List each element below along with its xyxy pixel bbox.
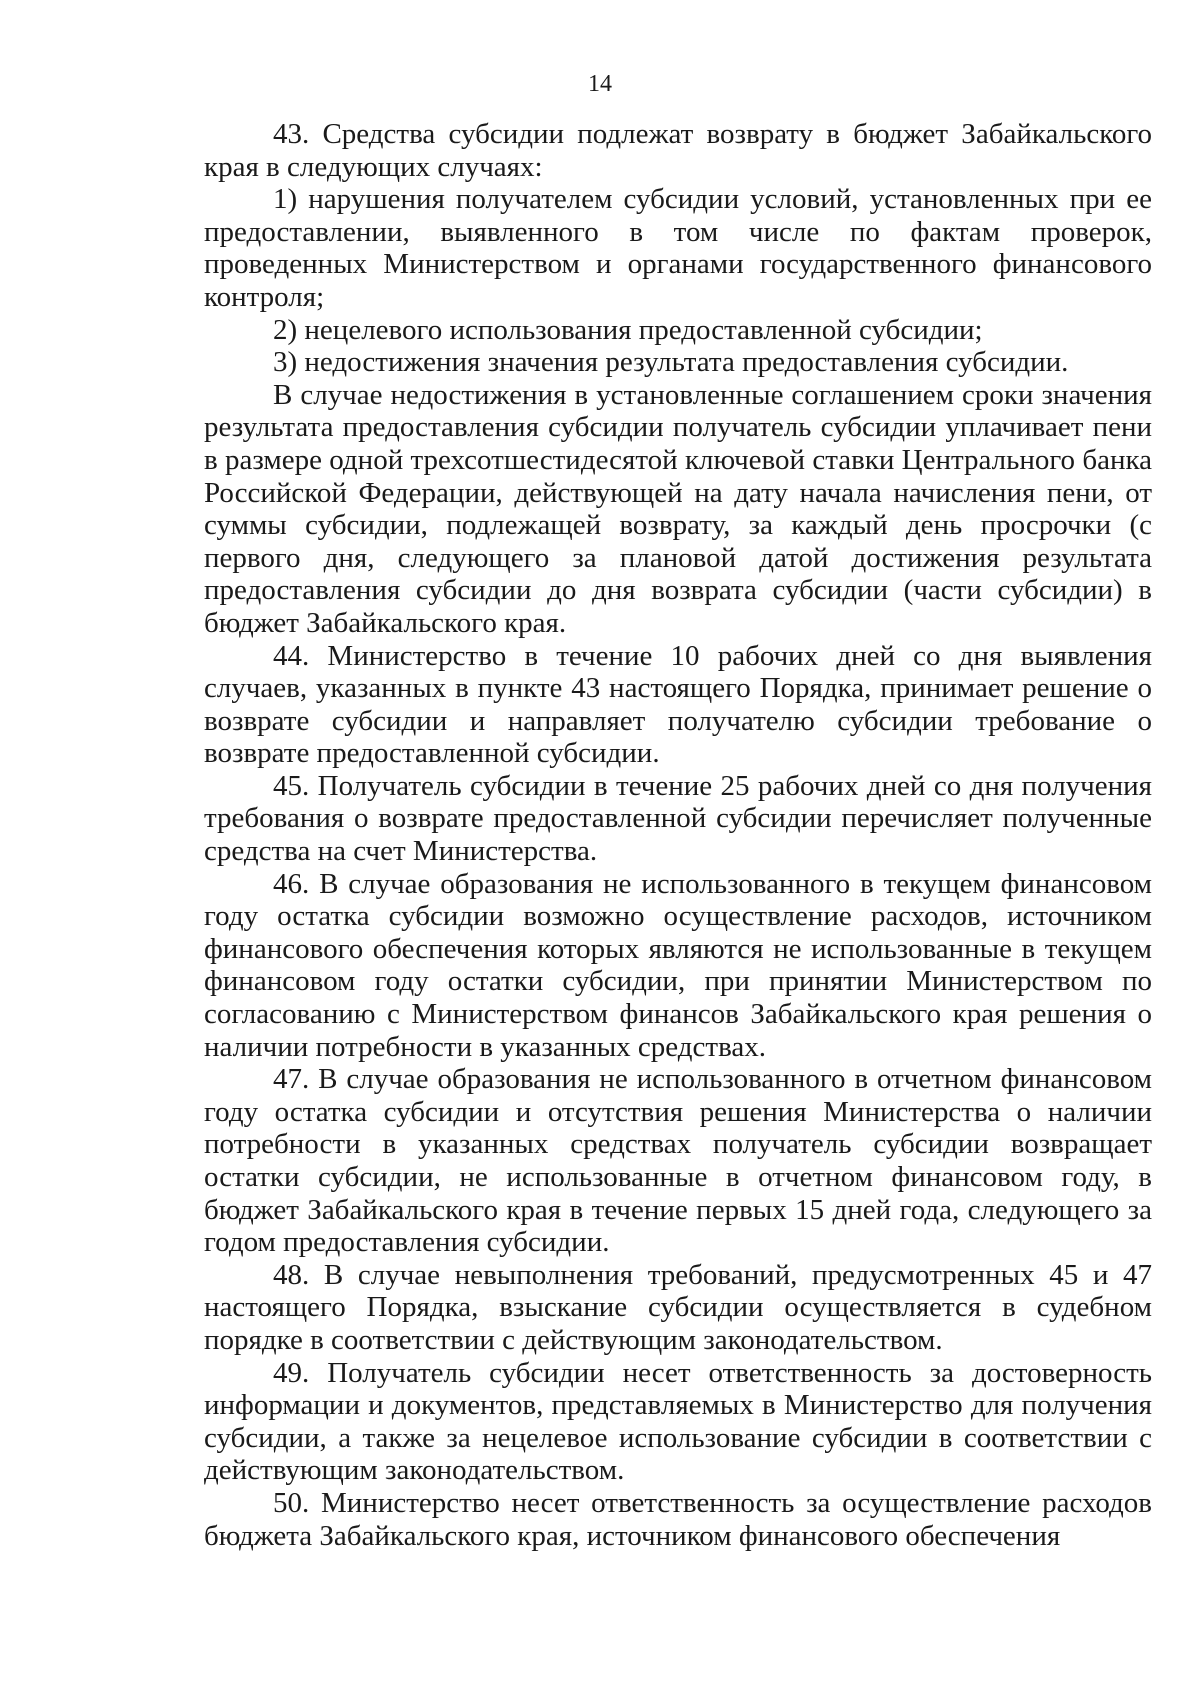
page-number: 14: [588, 71, 612, 97]
paragraph-43-item-2: 2) нецелевого использования предоставленной субсидии;: [273, 313, 983, 346]
paragraph-43-item-1: 1) нарушения получателем субсидии условий, установленных при ее предоставлении, выявленного в том числе по фактам проверок, проведенных Министерством и органами государственного финансового контроля;: [204, 183, 1152, 313]
paragraph-46: 46. В случае образования не использованного в текущем финансовом году остатка субсидии возможно осуществление расходов, источником финансового обеспечения которых являются не использованные в текущем финансовом году остатки субсидии, при принятии Министерством по согласованию с Министерством финансов Забайкальского края решения о наличии потребности в указанных средствах.: [204, 867, 1152, 1063]
paragraph-49: 49. Получатель субсидии несет ответственность за достоверность информации и документов, представляемых в Министерство для получения субсидии, а также за нецелевое использование субсидии в соответствии с действующим законодательством.: [204, 1356, 1152, 1487]
paragraph-44: 44. Министерство в течение 10 рабочих дней со дня выявления случаев, указанных в пункте 43 настоящего Порядка, принимает решение о возврате субсидии и направляет получателю субсидии требование о возврате предоставленной субсидии.: [204, 639, 1152, 770]
paragraph-48: 48. В случае невыполнения требований, предусмотренных 45 и 47 настоящего Порядка, взыскание субсидии осуществляется в судебном порядке в соответствии с действующим законодательством.: [204, 1258, 1152, 1356]
paragraph-50: 50. Министерство несет ответственность за осуществление расходов бюджета Забайкальского края, источником финансового обеспечения: [204, 1486, 1152, 1552]
paragraph-47: 47. В случае образования не использованного в отчетном финансовом году остатка субсидии и отсутствия решения Министерства о наличии потребности в указанных средствах получатель субсидии возвращает остатки субсидии, не использованные в отчетном финансовом году, в бюджет Забайкальского края в течение первых 15 дней года, следующего за годом предоставления субсидии.: [204, 1063, 1152, 1259]
paragraph-43-item-3: 3) недостижения значения результата предоставления субсидии.: [273, 346, 1069, 379]
paragraph-43: 43. Средства субсидии подлежат возврату в бюджет Забайкальского края в следующих случаях:: [204, 118, 1152, 183]
document-body: [204, 118, 1152, 1552]
paragraph-penalty: В случае недостижения в установленные соглашением сроки значения результата предоставления субсидии получатель субсидии уплачивает пени в размере одной трехсотшестидесятой ключевой ставки Центрального банка Российской Федерации, действующей на дату начала начисления пени, от суммы субсидии, подлежащей возврату, за каждый день просрочки (с первого дня, следующего за плановой датой достижения результата предоставления субсидии до дня возврата субсидии (части субсидии) в бюджет Забайкальского края.: [204, 378, 1152, 639]
paragraph-45: 45. Получатель субсидии в течение 25 рабочих дней со дня получения требования о возврате предоставленной субсидии перечисляет полученные средства на счет Министерства.: [204, 769, 1152, 868]
